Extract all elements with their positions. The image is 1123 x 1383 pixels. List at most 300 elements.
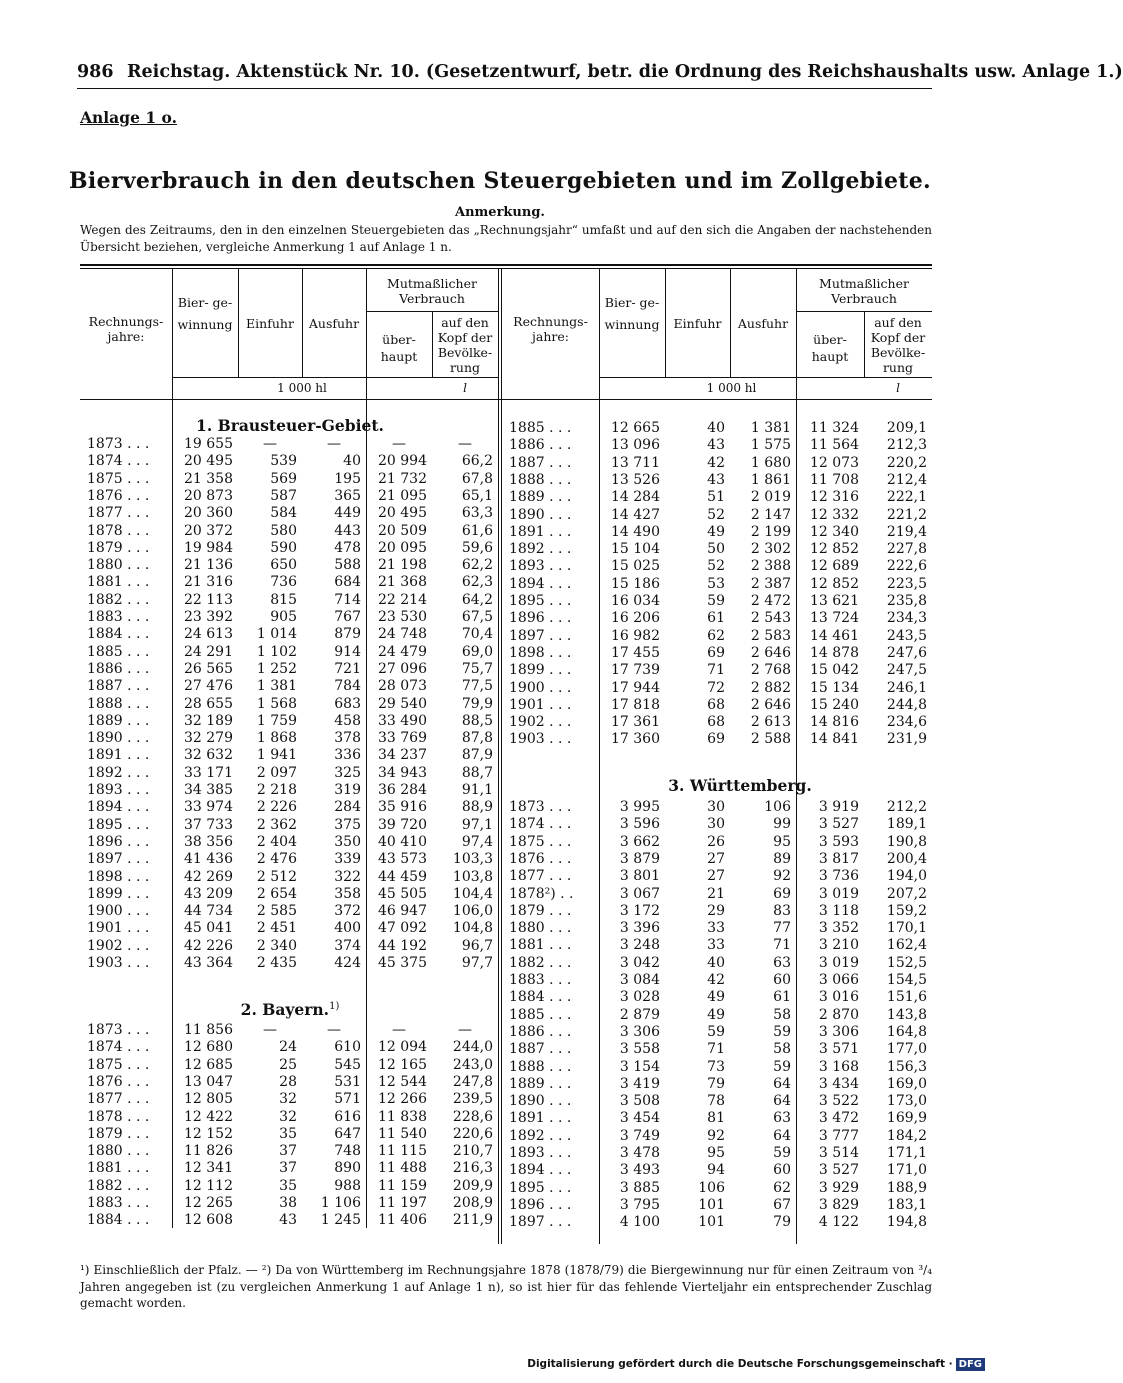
cell-ausfuhr: 63 [773,954,791,971]
cell-verbrauch-kopf: 194,8 [886,1214,927,1231]
cell-verbrauch-ueberhaupt: 12 316 [810,489,859,506]
cell-einfuhr: 42 [707,454,725,471]
table-row [80,1056,932,1076]
cell-verbrauch-ueberhaupt: 3 066 [818,972,859,988]
cell-verbrauch-ueberhaupt: 33 490 [378,712,427,729]
cell-year: 1874 . . . [509,816,572,833]
page-title: Bierverbrauch in den deutschen Steuergebieten und im Zollgebiete. [69,168,931,194]
cell-verbrauch-kopf: 96,7 [461,937,493,954]
cell-ausfuhr: 588 [334,557,361,574]
table-row [80,524,932,541]
cell-year: 1893 . . . [509,1145,572,1161]
table-row [80,989,932,1006]
cell-year: 1887 . . . [509,1041,572,1058]
cell-year: 1884 . . . [509,989,572,1006]
cell-verbrauch-ueberhaupt: 3 019 [818,954,859,971]
cell-biergewinnung: 12 805 [184,1091,233,1108]
cell-biergewinnung: 33 171 [184,764,233,781]
cell-verbrauch-ueberhaupt: 3 118 [818,902,859,919]
cell-year: 1891 . . . [509,523,572,540]
cell-verbrauch-ueberhaupt: 46 947 [378,903,427,920]
cell-einfuhr: 32 [279,1108,297,1125]
cell-verbrauch-ueberhaupt: 33 769 [378,730,427,747]
cell-year: 1898 . . . [509,644,572,661]
cell-einfuhr: 73 [707,1058,725,1075]
cell-einfuhr: 43 [707,471,725,488]
cell-year: 1895 . . . [509,1179,572,1196]
cell-verbrauch-ueberhaupt: 12 165 [378,1056,427,1073]
cell-einfuhr: 101 [698,1214,725,1231]
cell-verbrauch-kopf: 104,8 [452,920,493,937]
cell-verbrauch-kopf: 189,1 [886,816,927,833]
cell-einfuhr: 49 [707,989,725,1006]
cell-verbrauch-kopf: 223,5 [886,575,927,592]
cell-ausfuhr: 1 106 [320,1195,361,1211]
cell-einfuhr: 1 868 [256,730,297,747]
table-row [80,851,932,868]
cell-ausfuhr: 106 [764,799,791,815]
cell-biergewinnung: 32 279 [184,730,233,747]
cell-biergewinnung: 16 982 [611,627,660,644]
cell-biergewinnung: 3 067 [619,885,660,902]
cell-year: 1881 . . . [87,1160,150,1177]
cell-verbrauch-ueberhaupt: 3 919 [818,799,859,815]
cell-einfuhr: 1 941 [256,747,297,764]
table-row [80,576,932,593]
table-row [80,507,932,524]
cell-verbrauch-ueberhaupt: 3 593 [818,833,859,850]
cell-year: 1901 . . . [87,920,150,937]
cell-biergewinnung: 3 454 [619,1110,660,1127]
cell-year: 1878 . . . [87,1108,150,1125]
cell-ausfuhr: 2 543 [750,610,791,627]
cell-verbrauch-ueberhaupt: 21 368 [378,574,427,591]
cell-ausfuhr: 322 [334,868,361,885]
cell-verbrauch-ueberhaupt: 12 332 [810,506,859,523]
cell-verbrauch-ueberhaupt: 20 095 [378,539,427,556]
cell-einfuhr: — [263,1022,277,1038]
cell-biergewinnung: 21 136 [184,557,233,574]
table-row [80,628,932,645]
cell-einfuhr: 24 [279,1039,297,1056]
cell-einfuhr: 2 097 [256,764,297,781]
cell-ausfuhr: 443 [334,522,361,539]
cell-ausfuhr: 616 [334,1108,361,1125]
cell-biergewinnung: 42 226 [184,937,233,954]
cell-verbrauch-ueberhaupt: 22 214 [378,591,427,608]
cell-einfuhr: 33 [707,937,725,954]
cell-einfuhr: 37 [279,1160,297,1177]
col-header-ausfuhr: Ausfuhr [308,316,360,331]
cell-year: 1888 . . . [509,471,572,488]
cell-biergewinnung: 12 685 [184,1056,233,1073]
cell-verbrauch-kopf: 177,0 [886,1041,927,1058]
header-bottom-rule [80,399,932,400]
cell-ausfuhr: 424 [334,955,361,971]
cell-einfuhr: 94 [707,1162,725,1179]
cell-ausfuhr: 59 [773,1023,791,1040]
cell-einfuhr: 43 [279,1212,297,1229]
cell-year: 1883 . . . [87,609,150,625]
page-number: 986 [77,62,114,82]
table-top-rule [80,264,932,266]
cell-verbrauch-kopf: 234,3 [886,610,927,627]
cell-year: 1873 . . . [87,1022,150,1038]
cell-verbrauch-kopf: 244,0 [452,1039,493,1056]
cell-ausfuhr: 2 388 [750,558,791,575]
cell-ausfuhr: 2 387 [750,575,791,592]
cell-einfuhr: 37 [279,1143,297,1160]
cell-biergewinnung: 12 265 [184,1195,233,1211]
cell-einfuhr: 650 [270,557,297,574]
cell-einfuhr: 68 [707,696,725,713]
cell-ausfuhr: 83 [773,902,791,919]
table-row [80,645,932,662]
cell-biergewinnung: 41 436 [184,851,233,868]
cell-ausfuhr: 2 199 [750,523,791,540]
cell-verbrauch-kopf: 210,7 [452,1143,493,1160]
cell-biergewinnung: 3 028 [619,989,660,1006]
cell-verbrauch-ueberhaupt: 3 168 [818,1058,859,1075]
cell-verbrauch-kopf: 151,6 [886,989,927,1006]
cell-verbrauch-kopf: 77,5 [461,678,493,695]
cell-year: 1902 . . . [87,937,150,954]
cell-einfuhr: 101 [698,1196,725,1213]
cell-verbrauch-kopf: 169,0 [886,1075,927,1092]
cell-verbrauch-ueberhaupt: 47 092 [378,920,427,937]
cell-verbrauch-ueberhaupt: 11 197 [378,1195,427,1211]
cell-verbrauch-kopf: 103,8 [452,868,493,885]
cell-verbrauch-kopf: 87,9 [461,747,493,764]
cell-biergewinnung: 3 248 [619,937,660,954]
cell-biergewinnung: 24 291 [184,643,233,660]
dfg-logo: DFG [956,1358,985,1371]
cell-verbrauch-ueberhaupt: 3 522 [818,1093,859,1110]
cell-biergewinnung: 17 361 [611,714,660,731]
digitization-credit [527,1358,985,1371]
cell-year: 1903 . . . [87,955,150,971]
cell-ausfuhr: 1 861 [750,471,791,488]
cell-ausfuhr: 79 [773,1214,791,1231]
cell-ausfuhr: 1 680 [750,454,791,471]
cell-biergewinnung: 12 341 [184,1160,233,1177]
cell-einfuhr: 52 [707,506,725,523]
cell-ausfuhr: 59 [773,1145,791,1161]
cell-verbrauch-ueberhaupt: 12 340 [810,523,859,540]
cell-year: 1880 . . . [87,557,150,574]
cell-verbrauch-kopf: 239,5 [452,1091,493,1108]
cell-year: 1895 . . . [509,593,572,609]
cell-einfuhr: 106 [698,1179,725,1196]
cell-verbrauch-ueberhaupt: 34 943 [378,764,427,781]
cell-verbrauch-ueberhaupt: 2 870 [818,1006,859,1023]
cell-ausfuhr: 683 [334,695,361,712]
cell-einfuhr: 49 [707,1006,725,1023]
cell-einfuhr: 29 [707,902,725,919]
cell-year: 1873 . . . [509,799,572,815]
cell-ausfuhr: — [327,1022,341,1038]
cell-einfuhr: 539 [270,453,297,470]
table-row [80,541,932,558]
cell-verbrauch-ueberhaupt: — [392,436,406,452]
cell-verbrauch-ueberhaupt: 14 816 [810,714,859,731]
cell-ausfuhr: 449 [334,505,361,522]
cell-verbrauch-kopf: 97,1 [461,816,493,833]
table-row [80,937,932,954]
cell-verbrauch-kopf: 171,0 [886,1162,927,1179]
cell-year: 1874 . . . [87,1039,150,1056]
cell-year: 1889 . . . [87,712,150,729]
cell-biergewinnung: 13 096 [611,437,660,454]
cell-einfuhr: 587 [270,487,297,504]
cell-year: 1881 . . . [509,937,572,954]
cell-year: 1882 . . . [509,954,572,971]
cell-ausfuhr: 571 [334,1091,361,1108]
cell-verbrauch-kopf: 247,5 [886,662,927,679]
cell-einfuhr: 81 [707,1110,725,1127]
table-row [80,437,932,454]
cell-year: 1886 . . . [509,1023,572,1040]
table-row [80,868,932,885]
cell-year: 1899 . . . [509,662,572,679]
cell-biergewinnung: 15 025 [611,558,660,575]
cell-verbrauch-kopf: 212,2 [886,799,927,815]
table-row [80,420,932,437]
cell-biergewinnung: 3 306 [619,1023,660,1040]
section-bayern-footnote-ref: 1) [329,1000,340,1012]
cell-ausfuhr: 64 [773,1093,791,1110]
section-wuerttemberg: 3. Württemberg. [668,776,812,795]
cell-einfuhr: 2 362 [256,816,297,833]
cell-biergewinnung: 20 372 [184,522,233,539]
col-rule [864,311,865,377]
cell-einfuhr: 569 [270,470,297,487]
cell-biergewinnung: 16 034 [611,593,660,609]
table-row [80,593,932,610]
cell-year: 1893 . . . [509,558,572,575]
cell-verbrauch-ueberhaupt: 23 530 [378,609,427,625]
cell-biergewinnung: 3 558 [619,1041,660,1058]
cell-year: 1883 . . . [509,972,572,988]
cell-year: 1886 . . . [87,660,150,677]
cell-biergewinnung: 3 493 [619,1162,660,1179]
anmerkung-text: Wegen des Zeitraums, den in den einzelnen Steuergebieten das „Rechnungsjahr“ umfaßt und auf den sich die Angaben der nachstehenden Übersicht beziehen, vergleiche Anmerkung 1 auf Anlage 1 n. [80,223,932,254]
cell-ausfuhr: 62 [773,1179,791,1196]
cell-year: 1879 . . . [509,902,572,919]
table-row [80,782,932,799]
cell-ausfuhr: 545 [334,1056,361,1073]
table-row [80,799,932,816]
cell-verbrauch-kopf: 106,0 [452,903,493,920]
cell-year: 1876 . . . [87,487,150,504]
cell-verbrauch-kopf: 159,2 [886,902,927,919]
cell-verbrauch-kopf: 63,3 [461,505,493,522]
cell-einfuhr: 580 [270,522,297,539]
cell-verbrauch-kopf: 62,2 [461,557,493,574]
cell-verbrauch-kopf: 104,4 [452,885,493,902]
cell-verbrauch-kopf: 246,1 [886,679,927,696]
cell-year: 1875 . . . [87,470,150,487]
table-row [80,455,932,472]
cell-year: 1879 . . . [87,539,150,556]
cell-ausfuhr: 784 [334,678,361,695]
cell-verbrauch-ueberhaupt: 3 527 [818,816,859,833]
cell-einfuhr: 71 [707,1041,725,1058]
cell-ausfuhr: 59 [773,1058,791,1075]
cell-biergewinnung: 12 608 [184,1212,233,1229]
cell-verbrauch-kopf: 194,0 [886,868,927,885]
cell-verbrauch-ueberhaupt: 35 916 [378,799,427,816]
col-header-biergewinnung: Bier- ge- winnung [177,295,233,332]
cell-ausfuhr: 58 [773,1041,791,1058]
cell-year: 1899 . . . [87,885,150,902]
cell-biergewinnung: 4 100 [619,1214,660,1231]
section-brausteuer: 1. Brausteuer-Gebiet. [196,416,384,435]
cell-verbrauch-kopf: 244,8 [886,696,927,713]
cell-einfuhr: 38 [279,1195,297,1211]
cell-verbrauch-kopf: 152,5 [886,954,927,971]
cell-year: 1900 . . . [87,903,150,920]
table-row [80,489,932,506]
cell-year: 1889 . . . [509,1075,572,1092]
cell-verbrauch-kopf: 103,3 [452,851,493,868]
cell-biergewinnung: 26 565 [184,660,233,677]
cell-ausfuhr: 378 [334,730,361,747]
cell-verbrauch-ueberhaupt: 3 352 [818,920,859,937]
cell-verbrauch-kopf: 173,0 [886,1093,927,1110]
cell-verbrauch-ueberhaupt: 21 095 [378,487,427,504]
cell-year: 1894 . . . [509,1162,572,1179]
cell-einfuhr: 590 [270,539,297,556]
cell-verbrauch-kopf: 234,6 [886,714,927,731]
cell-verbrauch-kopf: 88,7 [461,764,493,781]
anmerkung-title: Anmerkung. [455,205,545,220]
cell-biergewinnung: 14 427 [611,506,660,523]
cell-biergewinnung: 43 364 [184,955,233,971]
table-row [80,1110,932,1127]
cell-verbrauch-ueberhaupt: 20 509 [378,522,427,539]
table-row [80,558,932,575]
table-row [80,1093,932,1110]
cell-verbrauch-ueberhaupt: 11 488 [378,1160,427,1177]
cell-verbrauch-ueberhaupt: 3 736 [818,868,859,885]
col-header-kopf: auf den Kopf der Bevölke- rung [870,315,926,375]
cell-verbrauch-ueberhaupt: 4 122 [818,1214,859,1231]
col-header-ausfuhr: Ausfuhr [737,316,789,331]
cell-verbrauch-ueberhaupt: 3 434 [818,1075,859,1092]
col-header-ueberhaupt: über- haupt [380,332,418,364]
cell-verbrauch-kopf: 97,7 [461,955,493,971]
cell-biergewinnung: 3 995 [619,799,660,815]
cell-verbrauch-ueberhaupt: 15 042 [810,662,859,679]
cell-ausfuhr: 69 [773,885,791,902]
cell-verbrauch-kopf: 79,9 [461,695,493,712]
cell-verbrauch-kopf: 212,4 [886,471,927,488]
cell-verbrauch-kopf: 216,3 [452,1160,493,1177]
cell-year: 1888 . . . [509,1058,572,1075]
cell-biergewinnung: 16 206 [611,610,660,627]
cell-biergewinnung: 21 316 [184,574,233,591]
table-row [80,955,932,972]
cell-biergewinnung: 3 749 [619,1127,660,1144]
cell-ausfuhr: 721 [334,660,361,677]
cell-year: 1877 . . . [87,1091,150,1108]
table-row [80,834,932,851]
cell-ausfuhr: 325 [334,764,361,781]
cell-biergewinnung: 17 455 [611,644,660,661]
cell-ausfuhr: 684 [334,574,361,591]
cell-biergewinnung: 12 422 [184,1108,233,1125]
cell-verbrauch-ueberhaupt: 14 461 [810,627,859,644]
cell-ausfuhr: 358 [334,885,361,902]
cell-einfuhr: 69 [707,731,725,748]
cell-verbrauch-ueberhaupt: 28 073 [378,678,427,695]
cell-biergewinnung: 32 189 [184,712,233,729]
cell-year: 1886 . . . [509,437,572,454]
cell-ausfuhr: 2 613 [750,714,791,731]
cell-biergewinnung: 12 665 [611,420,660,436]
cell-verbrauch-ueberhaupt: 20 495 [378,505,427,522]
cell-verbrauch-ueberhaupt: 12 266 [378,1091,427,1108]
cell-einfuhr: 1 102 [256,643,297,660]
cell-verbrauch-ueberhaupt: 12 544 [378,1073,427,1090]
cell-ausfuhr: 95 [773,833,791,850]
cell-biergewinnung: 3 396 [619,920,660,937]
cell-einfuhr: 584 [270,505,297,522]
cell-biergewinnung: 3 478 [619,1145,660,1161]
cell-year: 1892 . . . [509,541,572,558]
cell-verbrauch-kopf: 88,5 [461,712,493,729]
cell-verbrauch-kopf: 183,1 [886,1196,927,1213]
unit-hl: 1 000 hl [706,381,757,395]
col-header-verbrauch: Mutmaßlicher Verbrauch [387,276,477,306]
cell-verbrauch-kopf: 219,4 [886,523,927,540]
cell-year: 1897 . . . [509,627,572,644]
cell-year: 1875 . . . [87,1056,150,1073]
cell-biergewinnung: 15 186 [611,575,660,592]
anlage-label: Anlage 1 o. [80,108,177,127]
cell-einfuhr: 815 [270,591,297,608]
cell-biergewinnung: 17 818 [611,696,660,713]
cell-verbrauch-kopf: 243,5 [886,627,927,644]
cell-year: 1897 . . . [509,1214,572,1231]
cell-verbrauch-kopf: 243,0 [452,1056,493,1073]
cell-year: 1888 . . . [87,695,150,712]
cell-biergewinnung: 17 944 [611,679,660,696]
cell-biergewinnung: 3 172 [619,902,660,919]
footnote: ¹) Einschließlich der Pfalz. — ²) Da von Württemberg im Rechnungsjahre 1878 (1878/79) die Biergewinnung nur für einen Zeitraum von ³/₄ Jahren angegeben ist (zu vergleichen Anmerkung 1 auf Anlage 1 n), so ist hier für das fehlende Vierteljahr ein entsprechender Zuschlag gemacht worden. [80,1263,932,1310]
running-header-title: Reichstag. Aktenstück Nr. 10. (Gesetzentwurf, betr. die Ordnung des Reichshaushalts usw. Anlage 1.) [127,62,1123,82]
cell-year: 1874 . . . [87,453,150,470]
cell-year: 1890 . . . [509,1093,572,1110]
cell-ausfuhr: 890 [334,1160,361,1177]
cell-einfuhr: 72 [707,679,725,696]
digitization-text: Digitalisierung gefördert durch die Deutsche Forschungsgemeinschaft · [527,1358,953,1370]
cell-verbrauch-ueberhaupt: 13 724 [810,610,859,627]
cell-einfuhr: 51 [707,489,725,506]
table-row [80,662,932,679]
cell-einfuhr: 2 226 [256,799,297,816]
cell-ausfuhr: 99 [773,816,791,833]
cell-biergewinnung: 24 613 [184,626,233,643]
cell-year: 1885 . . . [509,1006,572,1023]
cell-einfuhr: 1 759 [256,712,297,729]
table-row [80,920,932,937]
cell-verbrauch-ueberhaupt: 11 540 [378,1125,427,1142]
cell-year: 1894 . . . [509,575,572,592]
cell-ausfuhr: 336 [334,747,361,764]
cell-verbrauch-ueberhaupt: 3 016 [818,989,859,1006]
